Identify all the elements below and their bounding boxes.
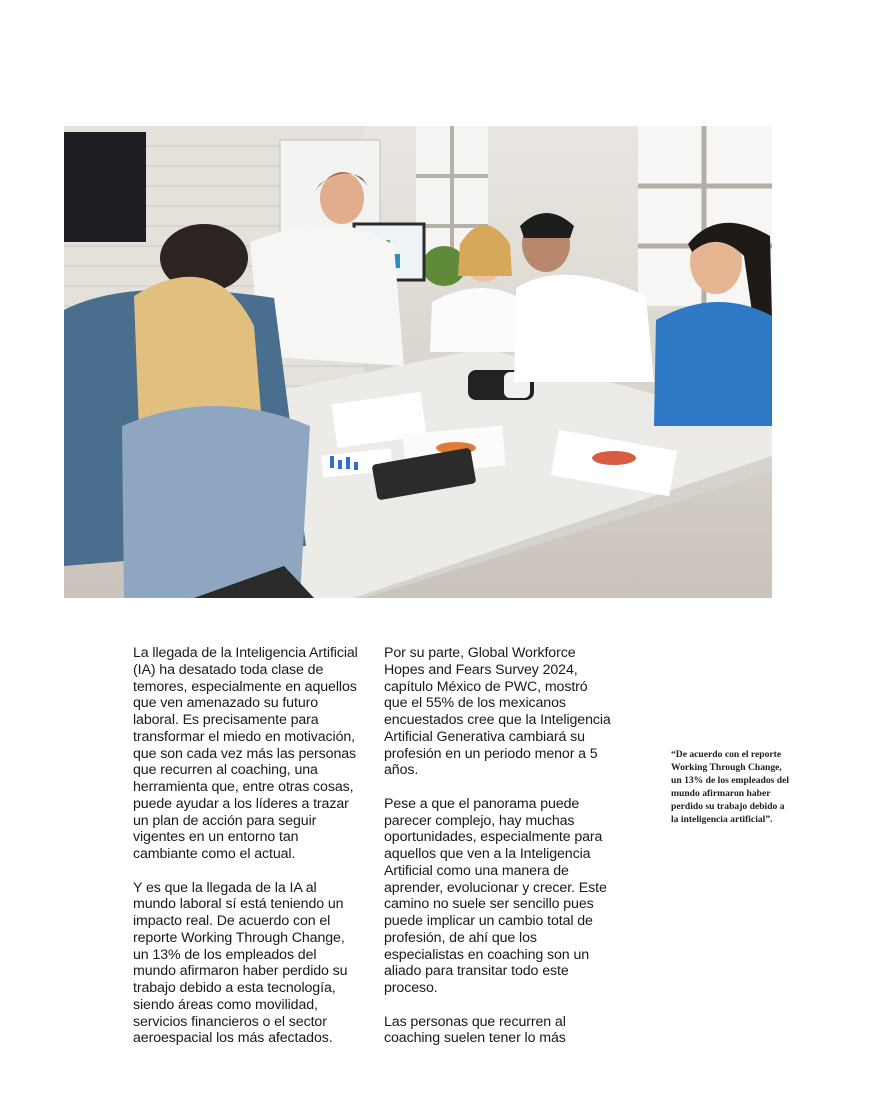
paragraph: Las personas que recurren al coaching suelen tener lo más: [384, 1013, 566, 1047]
team-meeting-photo: [64, 126, 772, 598]
paragraph: Pese a que el panorama puede parecer complejo, hay muchas oportunidades, especialmente para aquellos que ven a la Inteligencia Artificial como una manera de aprender, evolucionar y crecer. Este camino no suele ser sencillo pues puede implicar un cambio total de profesión, de ahí que los especialistas en coaching son un aliado para transitar todo este proceso.: [384, 795, 607, 996]
article-column-1: [133, 645, 363, 1064]
paragraph: La llegada de la Inteligencia Artificial (IA) ha desatado toda clase de temores, especialmente en aquellos que ven amenazado su futuro laboral. Es precisamente para transformar el miedo en motivación, que son cada vez más las personas que recurren al coaching, una herramienta que, entre otras cosas, puede ayudar a los líderes a trazar un plan de acción para seguir vigentes en un entorno tan cambiante como el actual.: [133, 645, 358, 862]
paragraph: Y es que la llegada de la IA al mundo laboral sí está teniendo un impacto real. De acuerdo con el reporte Working Through Change, un 13% de los empleados del mundo afirmaron haber perdido su trabajo debido a esta tecnología, siendo áreas como movilidad, servicios financieros o el sector aeroespacial los más afectados.: [133, 879, 348, 1047]
pull-quote: “De acuerdo con el reporte Working Through Change, un 13% de los empleados del mundo afirmaron haber perdido su trabajo debido a la inteligencia artificial”.: [671, 749, 790, 826]
article-column-2: [384, 645, 612, 1064]
paragraph: Por su parte, Global Workforce Hopes and Fears Survey 2024, capítulo México de PWC, mostró que el 55% de los mexicanos encuestados cree que la Inteligencia Artificial Generativa cambiará su profesión en un periodo menor a 5 años.: [384, 645, 611, 779]
